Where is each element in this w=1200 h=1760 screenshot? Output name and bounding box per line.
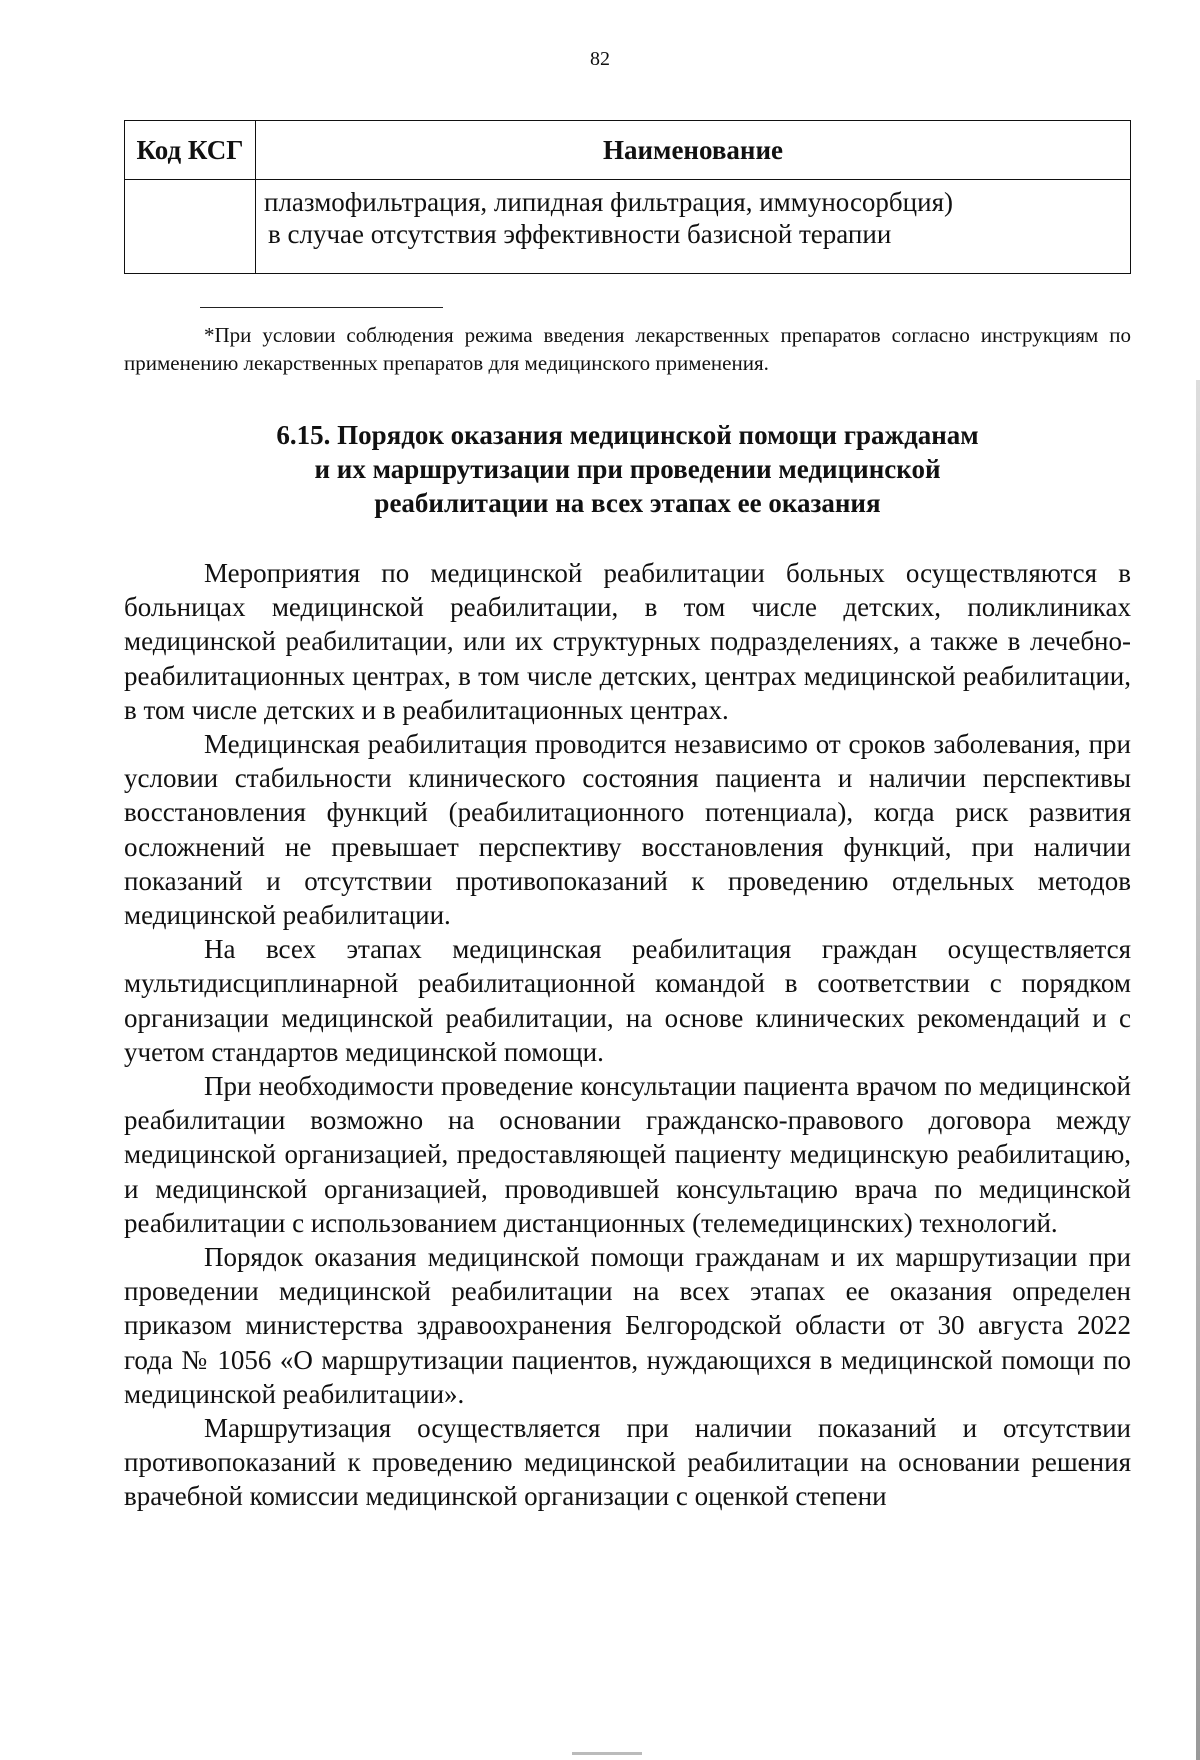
page-number: 82	[590, 48, 610, 70]
paragraph: При необходимости проведение консультации пациента врачом по медицинской реабилитации возможно на основании гражданско-правового договора между медицинской организацией, предоставляющей пациенту медицинскую реабилитацию, и медицинской организацией, проводившей консультацию врача по медицинской реабилитации с использованием дистанционных (телемедицинских) технологий.	[124, 1071, 1131, 1238]
paragraph: Маршрутизация осуществляется при наличии показаний и отсутствии противопоказаний к проведению медицинской реабилитации на основании решения врачебной комиссии медицинской организации с оценкой степени	[124, 1413, 1131, 1512]
table-cell-code	[125, 180, 256, 274]
section-title	[124, 418, 1131, 520]
table-cell-name-line1: плазмофильтрация, липидная фильтрация, иммуносорбция)	[264, 187, 953, 217]
table-header-code: Код КСГ	[125, 121, 256, 180]
paragraph: Порядок оказания медицинской помощи гражданам и их маршрутизации при проведении медицинской реабилитации на всех этапах ее оказания определен приказом министерства здравоохранения Белгородской области от 30 августа 2022 года № 1056 «О маршрутизации пациентов, нуждающихся в медицинской помощи по медицинской реабилитации».	[124, 1242, 1131, 1409]
table-header-name: Наименование	[256, 121, 1131, 180]
paragraph: Медицинская реабилитация проводится независимо от сроков заболевания, при условии стабильности клинического состояния пациента и наличии перспективы восстановления функций (реабилитационного потенциала), когда риск развития осложнений не превышает перспективу восстановления функций, при наличии показаний и отсутствии противопоказаний к проведению отдельных методов медицинской реабилитации.	[124, 729, 1131, 931]
body-text	[124, 556, 1131, 1514]
footnote: *При условии соблюдения режима введения лекарственных препаратов согласно инструкциям по применению лекарственных препаратов для медицинского применения.	[124, 323, 1131, 375]
table-cell-name-line2: в случае отсутствия эффективности базисной терапии	[268, 219, 892, 249]
footnote-divider	[200, 307, 443, 308]
paragraph: Мероприятия по медицинской реабилитации больных осуществляются в больницах медицинской реабилитации, в том числе детских, поликлиниках медицинской реабилитации, или их структурных подразделениях, а также в лечебно-реабилитационных центрах, в том числе детских, центрах медицинской реабилитации, в том числе детских и в реабилитационных центрах.	[124, 558, 1131, 725]
scan-edge	[1196, 380, 1200, 1760]
scan-mark	[572, 1752, 642, 1755]
section-title-line: и их маршрутизации при проведении медицинской	[314, 454, 941, 484]
section-title-line: 6.15. Порядок оказания медицинской помощи гражданам	[276, 420, 979, 450]
ksg-table	[124, 120, 1131, 274]
table-header-row	[125, 121, 1131, 180]
table-row	[125, 180, 1131, 274]
section-title-line: реабилитации на всех этапах ее оказания	[374, 488, 881, 518]
paragraph: На всех этапах медицинская реабилитация граждан осуществляется мультидисциплинарной реабилитационной командой в соответствии с порядком организации медицинской реабилитации, на основе клинических рекомендаций и с учетом стандартов медицинской помощи.	[124, 934, 1131, 1067]
table-cell-name	[256, 180, 1131, 274]
